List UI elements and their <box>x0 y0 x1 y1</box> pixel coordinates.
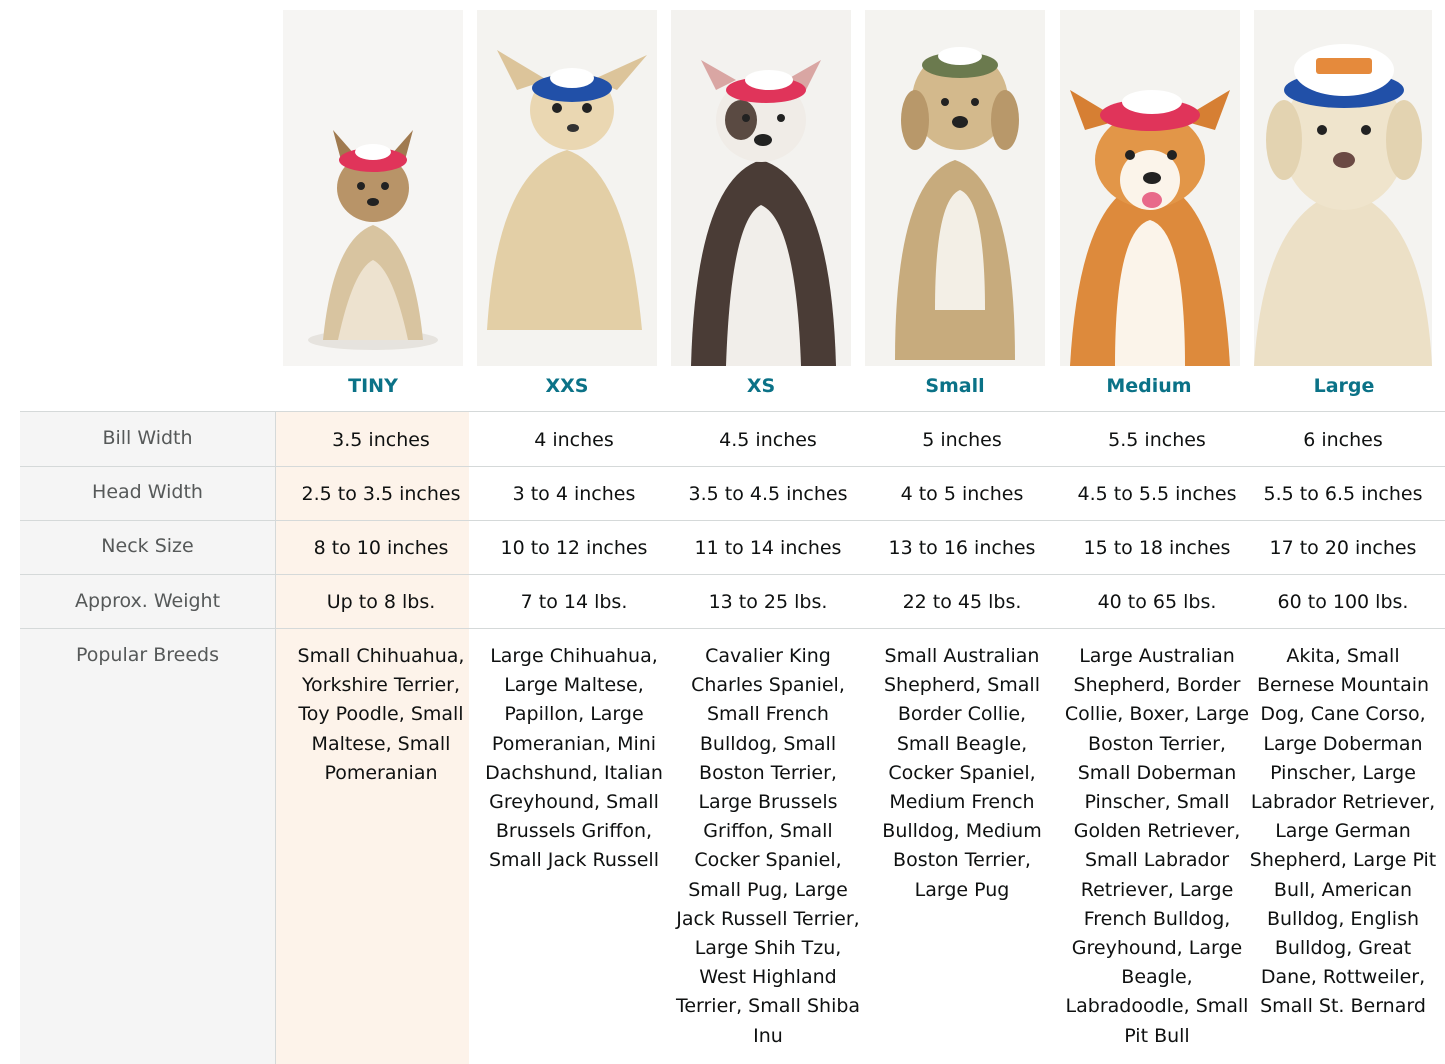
pit-bull-photo <box>671 10 851 366</box>
breed-line: Beagle, <box>1121 966 1193 989</box>
breed-line: Border Collie, <box>897 703 1027 726</box>
cell-neck-size-large: 17 to 20 inches <box>1269 537 1417 559</box>
cell-breeds-xs <box>671 642 865 1051</box>
breed-line: Bulldog, Medium <box>882 820 1042 843</box>
breed-line: Large Shih Tzu, <box>694 937 842 960</box>
breed-line: Small Doberman <box>1077 761 1237 784</box>
breed-line: Retriever, Large <box>1080 878 1234 901</box>
breed-line: French Bulldog, <box>1083 907 1231 930</box>
row-label-column <box>20 412 275 1064</box>
breed-line: Small St. Bernard <box>1260 995 1426 1018</box>
breed-line: Pomeranian <box>324 761 438 784</box>
breed-line: Labrador Retriever, <box>1250 791 1436 814</box>
cell-weight-xxs: 7 to 14 lbs. <box>520 591 628 613</box>
cell-breeds-tiny <box>284 642 478 788</box>
cell-bill-width-tiny: 3.5 inches <box>332 429 430 451</box>
table-divider <box>20 411 1445 412</box>
breed-line: Griffon, Small <box>703 820 833 843</box>
breed-line: Dachshund, Italian <box>485 761 663 784</box>
breed-line: Small Beagle, <box>896 732 1028 755</box>
cell-head-width-xs: 3.5 to 4.5 inches <box>688 483 848 505</box>
breed-line: Bulldog, Small <box>699 732 837 755</box>
breed-line: Collie, Boxer, Large <box>1064 703 1250 726</box>
size-label-tiny: TINY <box>348 375 398 397</box>
cell-weight-medium: 40 to 65 lbs. <box>1097 591 1217 613</box>
row-label-head-width: Head Width <box>92 481 203 503</box>
breed-line: Akita, Small <box>1286 645 1400 667</box>
cell-weight-small: 22 to 45 lbs. <box>902 591 1022 613</box>
breed-line: West Highland <box>699 966 837 989</box>
breed-line: Cavalier King <box>705 645 831 667</box>
breed-line: Charles Spaniel, <box>691 674 845 697</box>
breed-line: Small Jack Russell <box>489 849 659 872</box>
breed-line: Small French <box>707 703 829 726</box>
breed-line: Shepherd, Large Pit <box>1249 849 1437 872</box>
cell-breeds-large <box>1246 642 1440 1022</box>
cell-bill-width-large: 6 inches <box>1303 429 1383 451</box>
cell-neck-size-xxs: 10 to 12 inches <box>500 537 648 559</box>
breed-line: Greyhound, Large <box>1071 937 1243 960</box>
size-label-small: Small <box>925 375 985 397</box>
breed-line: Small Chihuahua, <box>297 645 465 667</box>
cell-bill-width-xs: 4.5 inches <box>719 429 817 451</box>
cell-neck-size-medium: 15 to 18 inches <box>1083 537 1231 559</box>
cell-weight-xs: 13 to 25 lbs. <box>708 591 828 613</box>
chihuahua-photo <box>477 10 657 366</box>
breed-line: Cocker Spaniel, <box>888 761 1036 784</box>
cell-breeds-medium <box>1060 642 1254 1051</box>
breed-line: Boston Terrier, <box>699 761 837 784</box>
corgi-photo <box>1060 10 1240 366</box>
breed-line: Large German <box>1275 820 1411 843</box>
table-divider <box>20 574 1445 575</box>
breed-line: Large Pug <box>914 878 1010 901</box>
breed-line: Shepherd, Border <box>1073 674 1241 697</box>
breed-line: Labradoodle, Small <box>1065 995 1249 1018</box>
breed-line: Brussels Griffon, <box>495 820 653 843</box>
column-divider <box>275 412 276 1064</box>
breed-line: Pinscher, Small <box>1084 791 1230 814</box>
breed-line: Greyhound, Small <box>489 791 659 814</box>
cell-head-width-xxs: 3 to 4 inches <box>512 483 636 505</box>
size-label-large: Large <box>1313 375 1375 397</box>
yorkshire-terrier-photo <box>283 10 463 366</box>
table-divider <box>20 520 1445 521</box>
breed-line: Large Chihuahua, <box>490 645 658 667</box>
breed-line: Large Maltese, <box>504 674 644 697</box>
breed-line: Pomeranian, Mini <box>491 732 657 755</box>
cell-head-width-small: 4 to 5 inches <box>900 483 1024 505</box>
cell-head-width-medium: 4.5 to 5.5 inches <box>1077 483 1237 505</box>
breed-line: Yorkshire Terrier, <box>301 674 461 697</box>
row-label-bill-width: Bill Width <box>102 427 193 449</box>
labrador-photo <box>1254 10 1432 366</box>
cell-neck-size-small: 13 to 16 inches <box>888 537 1036 559</box>
breed-line: Golden Retriever, <box>1073 820 1241 843</box>
breed-line: Large Australian <box>1079 645 1235 667</box>
cell-breeds-small <box>865 642 1059 905</box>
cell-weight-large: 60 to 100 lbs. <box>1277 591 1409 613</box>
breed-line: Medium French <box>889 791 1035 814</box>
breed-line: Cocker Spaniel, <box>694 849 842 872</box>
breed-line: Toy Poodle, Small <box>298 703 464 726</box>
breed-line: Large Brussels <box>698 791 838 814</box>
cell-bill-width-small: 5 inches <box>922 429 1002 451</box>
breed-line: Terrier, Small Shiba <box>675 995 861 1018</box>
breed-line: Dane, Rottweiler, <box>1260 966 1426 989</box>
breed-line: Pit Bull <box>1124 1024 1190 1047</box>
breed-line: Boston Terrier, <box>893 849 1031 872</box>
breed-line: Maltese, Small <box>311 732 451 755</box>
cell-weight-tiny: Up to 8 lbs. <box>326 591 436 613</box>
size-label-xxs: XXS <box>545 375 589 397</box>
breed-line: Bull, American <box>1273 878 1413 901</box>
breed-line: Dog, Cane Corso, <box>1260 703 1426 726</box>
row-label-popular-breeds: Popular Breeds <box>75 644 220 666</box>
cell-neck-size-xs: 11 to 14 inches <box>694 537 842 559</box>
cell-bill-width-xxs: 4 inches <box>534 429 614 451</box>
breed-line: Pinscher, Large <box>1270 761 1416 784</box>
table-divider <box>20 466 1445 467</box>
breed-line: Small Pug, Large <box>688 878 848 901</box>
breed-line: Boston Terrier, <box>1088 732 1226 755</box>
breed-line: Bulldog, Great <box>1274 937 1412 960</box>
breed-line: Inu <box>753 1024 783 1047</box>
doodle-photo <box>865 10 1045 366</box>
breed-line: Jack Russell Terrier, <box>676 907 860 930</box>
cell-head-width-tiny: 2.5 to 3.5 inches <box>301 483 461 505</box>
table-divider <box>20 628 1445 629</box>
cell-bill-width-medium: 5.5 inches <box>1108 429 1206 451</box>
breed-line: Papillon, Large <box>504 703 644 726</box>
cell-head-width-large: 5.5 to 6.5 inches <box>1263 483 1423 505</box>
breed-line: Bernese Mountain <box>1256 674 1430 697</box>
row-label-neck-size: Neck Size <box>101 535 194 557</box>
cell-neck-size-tiny: 8 to 10 inches <box>313 537 449 559</box>
size-label-medium: Medium <box>1106 375 1192 397</box>
breed-line: Shepherd, Small <box>884 674 1040 697</box>
breed-line: Small Australian <box>884 645 1040 667</box>
row-label-approx-weight: Approx. Weight <box>74 590 221 612</box>
breed-line: Small Labrador <box>1084 849 1230 872</box>
size-label-xs: XS <box>746 375 776 397</box>
breed-line: Bulldog, English <box>1266 907 1420 930</box>
cell-breeds-xxs <box>477 642 671 876</box>
breed-line: Large Doberman <box>1263 732 1423 755</box>
